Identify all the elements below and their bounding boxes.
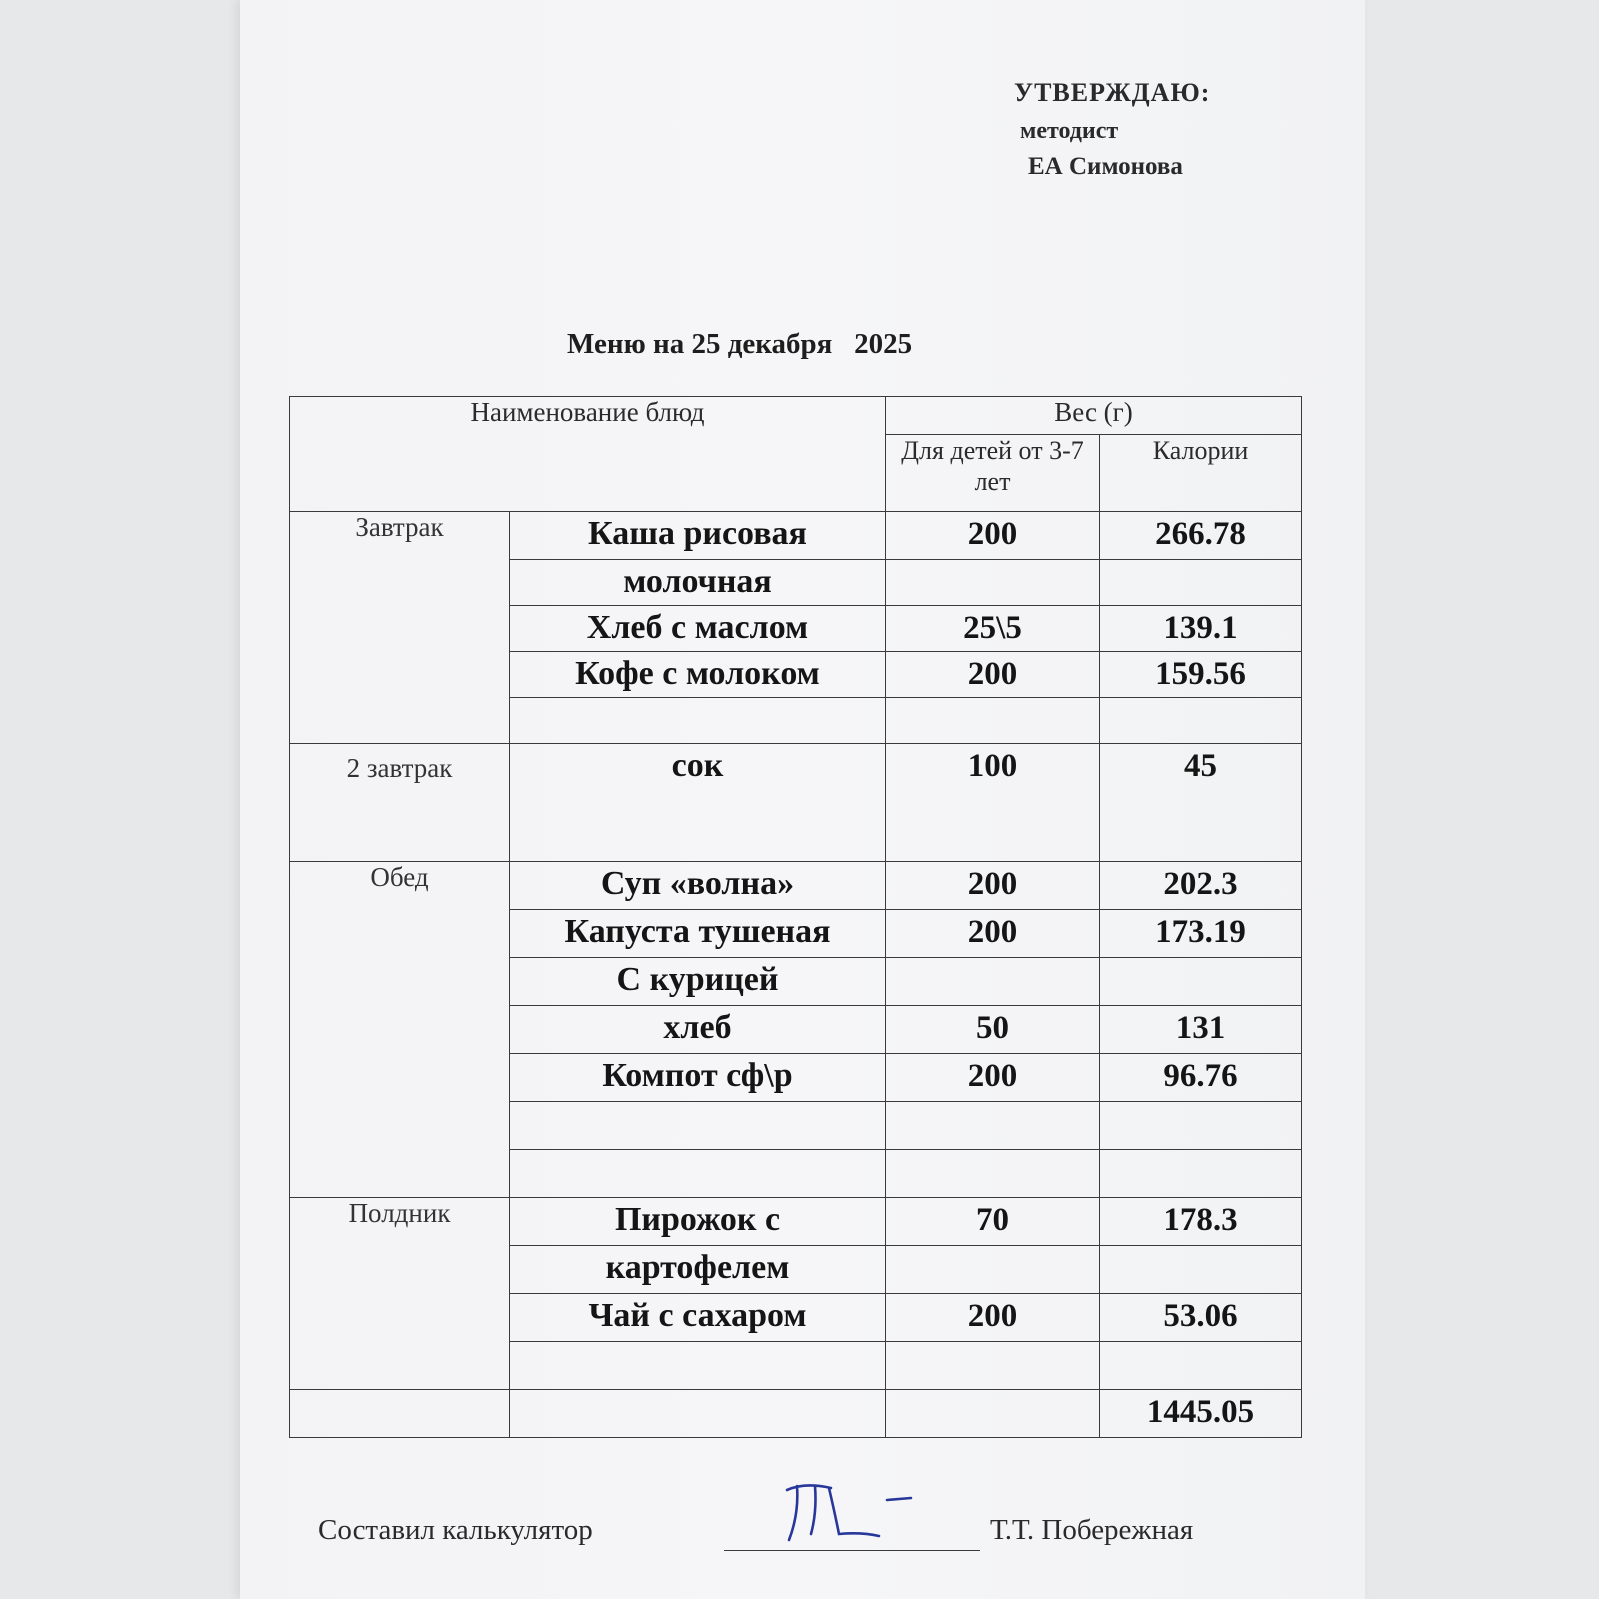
dish-name: Хлеб с маслом (510, 606, 886, 652)
approval-role: методист (1020, 118, 1119, 144)
meal-name: 2 завтрак (290, 744, 510, 862)
table-row (290, 1198, 1302, 1246)
table-row (290, 744, 1302, 862)
header-dish-name: Наименование блюд (290, 397, 886, 512)
header-children: Для детей от 3-7 лет (886, 435, 1100, 512)
dish-weight: 200 (886, 862, 1100, 910)
dish-weight: 200 (886, 512, 1100, 560)
meal-name: Завтрак (290, 512, 510, 744)
dish-weight (886, 698, 1100, 744)
total-calories: 1445.05 (1100, 1390, 1302, 1438)
dish-name: Кофе с молоком (510, 652, 886, 698)
approval-name: ЕА Симонова (1028, 153, 1183, 180)
dish-name: Чай с сахаром (510, 1294, 886, 1342)
total-empty-cell (290, 1390, 510, 1438)
header-row (290, 397, 1302, 435)
dish-calories (1100, 1150, 1302, 1198)
total-empty-cell (510, 1390, 886, 1438)
dish-name: Пирожок с (510, 1198, 886, 1246)
dish-weight (886, 1246, 1100, 1294)
compiler-label: Составил калькулятор (318, 1514, 593, 1546)
dish-weight (886, 1150, 1100, 1198)
dish-calories (1100, 560, 1302, 606)
dish-weight: 200 (886, 652, 1100, 698)
meal-name: Обед (290, 862, 510, 1198)
table-row (290, 512, 1302, 560)
meal-rows (290, 512, 1302, 1390)
dish-weight: 200 (886, 1054, 1100, 1102)
dish-calories: 266.78 (1100, 512, 1302, 560)
dish-weight (886, 958, 1100, 1006)
compiler-name: Т.Т. Побережная (990, 1514, 1194, 1546)
total-row (290, 1390, 1302, 1438)
signature-line (724, 1550, 980, 1551)
dish-calories: 45 (1100, 744, 1302, 862)
dish-name: Суп «волна» (510, 862, 886, 910)
dish-calories: 139.1 (1100, 606, 1302, 652)
dish-weight: 200 (886, 910, 1100, 958)
dish-calories: 131 (1100, 1006, 1302, 1054)
table-row (290, 862, 1302, 910)
dish-weight: 100 (886, 744, 1100, 862)
dish-name (510, 1102, 886, 1150)
dish-name: молочная (510, 560, 886, 606)
total-empty-cell (886, 1390, 1100, 1438)
handwritten-signature (783, 1478, 933, 1548)
dish-calories: 178.3 (1100, 1198, 1302, 1246)
dish-name (510, 1150, 886, 1198)
dish-weight: 25\5 (886, 606, 1100, 652)
dish-name: хлеб (510, 1006, 886, 1054)
dish-calories: 159.56 (1100, 652, 1302, 698)
dish-name: С курицей (510, 958, 886, 1006)
meal-name: Полдник (290, 1198, 510, 1390)
dish-name: Каша рисовая (510, 512, 886, 560)
dish-name: Капуста тушеная (510, 910, 886, 958)
approval-block (1014, 78, 1210, 181)
menu-table (289, 396, 1302, 1438)
dish-name: картофелем (510, 1246, 886, 1294)
menu-title: Меню на 25 декабря 2025 (567, 328, 913, 360)
dish-name (510, 698, 886, 744)
dish-calories (1100, 1102, 1302, 1150)
approval-title: УТВЕРЖДАЮ: (1014, 78, 1211, 107)
dish-calories (1100, 1246, 1302, 1294)
header-weight: Вес (г) (886, 397, 1302, 435)
dish-weight (886, 1102, 1100, 1150)
dish-name (510, 1342, 886, 1390)
dish-weight: 70 (886, 1198, 1100, 1246)
dish-calories: 53.06 (1100, 1294, 1302, 1342)
header-calories: Калории (1100, 435, 1302, 512)
dish-calories (1100, 958, 1302, 1006)
dish-calories: 173.19 (1100, 910, 1302, 958)
dish-calories (1100, 698, 1302, 744)
dish-weight: 50 (886, 1006, 1100, 1054)
dish-weight (886, 1342, 1100, 1390)
dish-calories: 96.76 (1100, 1054, 1302, 1102)
dish-name: сок (510, 744, 886, 862)
dish-name: Компот сф\р (510, 1054, 886, 1102)
dish-calories (1100, 1342, 1302, 1390)
dish-weight (886, 560, 1100, 606)
dish-calories: 202.3 (1100, 862, 1302, 910)
dish-weight: 200 (886, 1294, 1100, 1342)
